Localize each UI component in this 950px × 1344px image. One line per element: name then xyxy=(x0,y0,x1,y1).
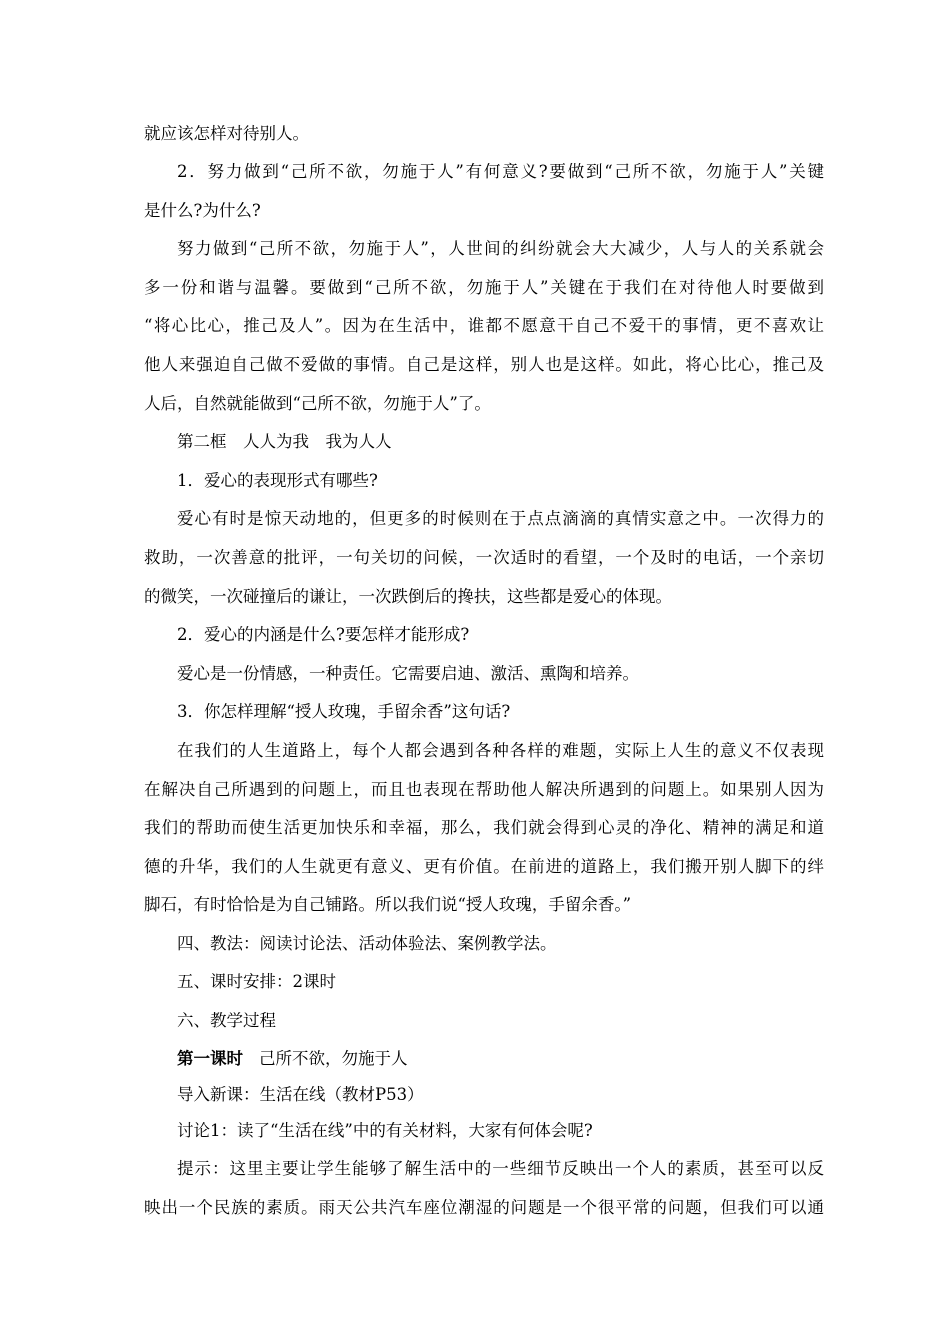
text-line: 是什么?为什么? xyxy=(144,201,261,220)
paragraph-line: “将心比心，推己及人”。因为在生活中，谁都不愿意干自己不爱干的事情，更不喜欢让 xyxy=(144,316,824,335)
intro-line: 导入新课：生活在线（教材P53） xyxy=(177,1085,424,1104)
section-heading: 第二框 人人为我 我为人人 xyxy=(177,432,392,451)
paragraph-line: 多一份和谐与温馨。要做到“己所不欲，勿施于人”关键在于我们在对待他人时要做到 xyxy=(144,278,824,297)
paragraph-line: 救助，一次善意的批评，一句关切的问候，一次适时的看望，一个及时的电话，一个亲切 xyxy=(144,548,824,567)
teaching-method: 四、教法：阅读讨论法、活动体验法、案例教学法。 xyxy=(177,934,557,953)
paragraph-line: 在我们的人生道路上，每个人都会遇到各种各样的难题，实际上人生的意义不仅表现 xyxy=(177,741,824,760)
lesson-topic: 己所不欲，勿施于人 xyxy=(259,1049,408,1068)
paragraph-line: 提示：这里主要让学生能够了解生活中的一些细节反映出一个人的素质，甚至可以反 xyxy=(177,1159,824,1178)
paragraph-line: 德的升华，我们的人生就更有意义、更有价值。在前进的道路上，我们搬开别人脚下的绊 xyxy=(144,857,824,876)
paragraph-line: 他人来强迫自己做不爱做的事情。自己是这样，别人也是这样。如此，将心比心，推己及 xyxy=(144,355,824,374)
teaching-process-heading: 六、教学过程 xyxy=(177,1011,276,1030)
paragraph-line: 爱心有时是惊天动地的，但更多的时候则在于点点滴滴的真情实意之中。一次得力的 xyxy=(177,509,824,528)
lesson-number: 第一课时 xyxy=(177,1049,243,1068)
question-heading: 1．爱心的表现形式有哪些? xyxy=(177,471,378,490)
paragraph-line: 我们的帮助而使生活更加快乐和幸福，那么，我们就会得到心灵的净化、精神的满足和道 xyxy=(144,818,824,837)
question-heading: 2．爱心的内涵是什么?要怎样才能形成? xyxy=(177,625,470,644)
paragraph-line: 人后，自然就能做到“己所不欲，勿施于人”了。 xyxy=(144,394,491,413)
question-heading: 2．努力做到“己所不欲，勿施于人”有何意义?要做到“己所不欲，勿施于人”关键 xyxy=(177,162,824,181)
paragraph-line: 努力做到“己所不欲，勿施于人”，人世间的纠纷就会大大减少，人与人的关系就会 xyxy=(177,239,824,258)
text-line: 就应该怎样对待别人。 xyxy=(144,124,309,143)
paragraph-line: 的微笑，一次碰撞后的谦让，一次跌倒后的搀扶，这些都是爱心的体现。 xyxy=(144,587,672,606)
paragraph-line: 爱心是一份情感，一种责任。它需要启迪、激活、熏陶和培养。 xyxy=(177,664,639,683)
paragraph-line: 脚石，有时恰恰是为自己铺路。所以我们说“授人玫瑰，手留余香。” xyxy=(144,895,632,914)
lesson-schedule: 五、课时安排：2课时 xyxy=(177,972,336,991)
question-heading: 3．你怎样理解“授人玫瑰，手留余香”这句话? xyxy=(177,702,511,721)
paragraph-line: 在解决自己所遇到的问题上，而且也表现在帮助他人解决所遇到的问题上。如果别人因为 xyxy=(144,780,824,799)
discussion-line: 讨论1：读了“生活在线”中的有关材料，大家有何体会呢? xyxy=(177,1121,593,1140)
paragraph-line: 映出一个民族的素质。雨天公共汽车座位潮湿的问题是一个很平常的问题，但我们可以通 xyxy=(144,1198,824,1217)
lesson-title xyxy=(177,1047,857,1071)
